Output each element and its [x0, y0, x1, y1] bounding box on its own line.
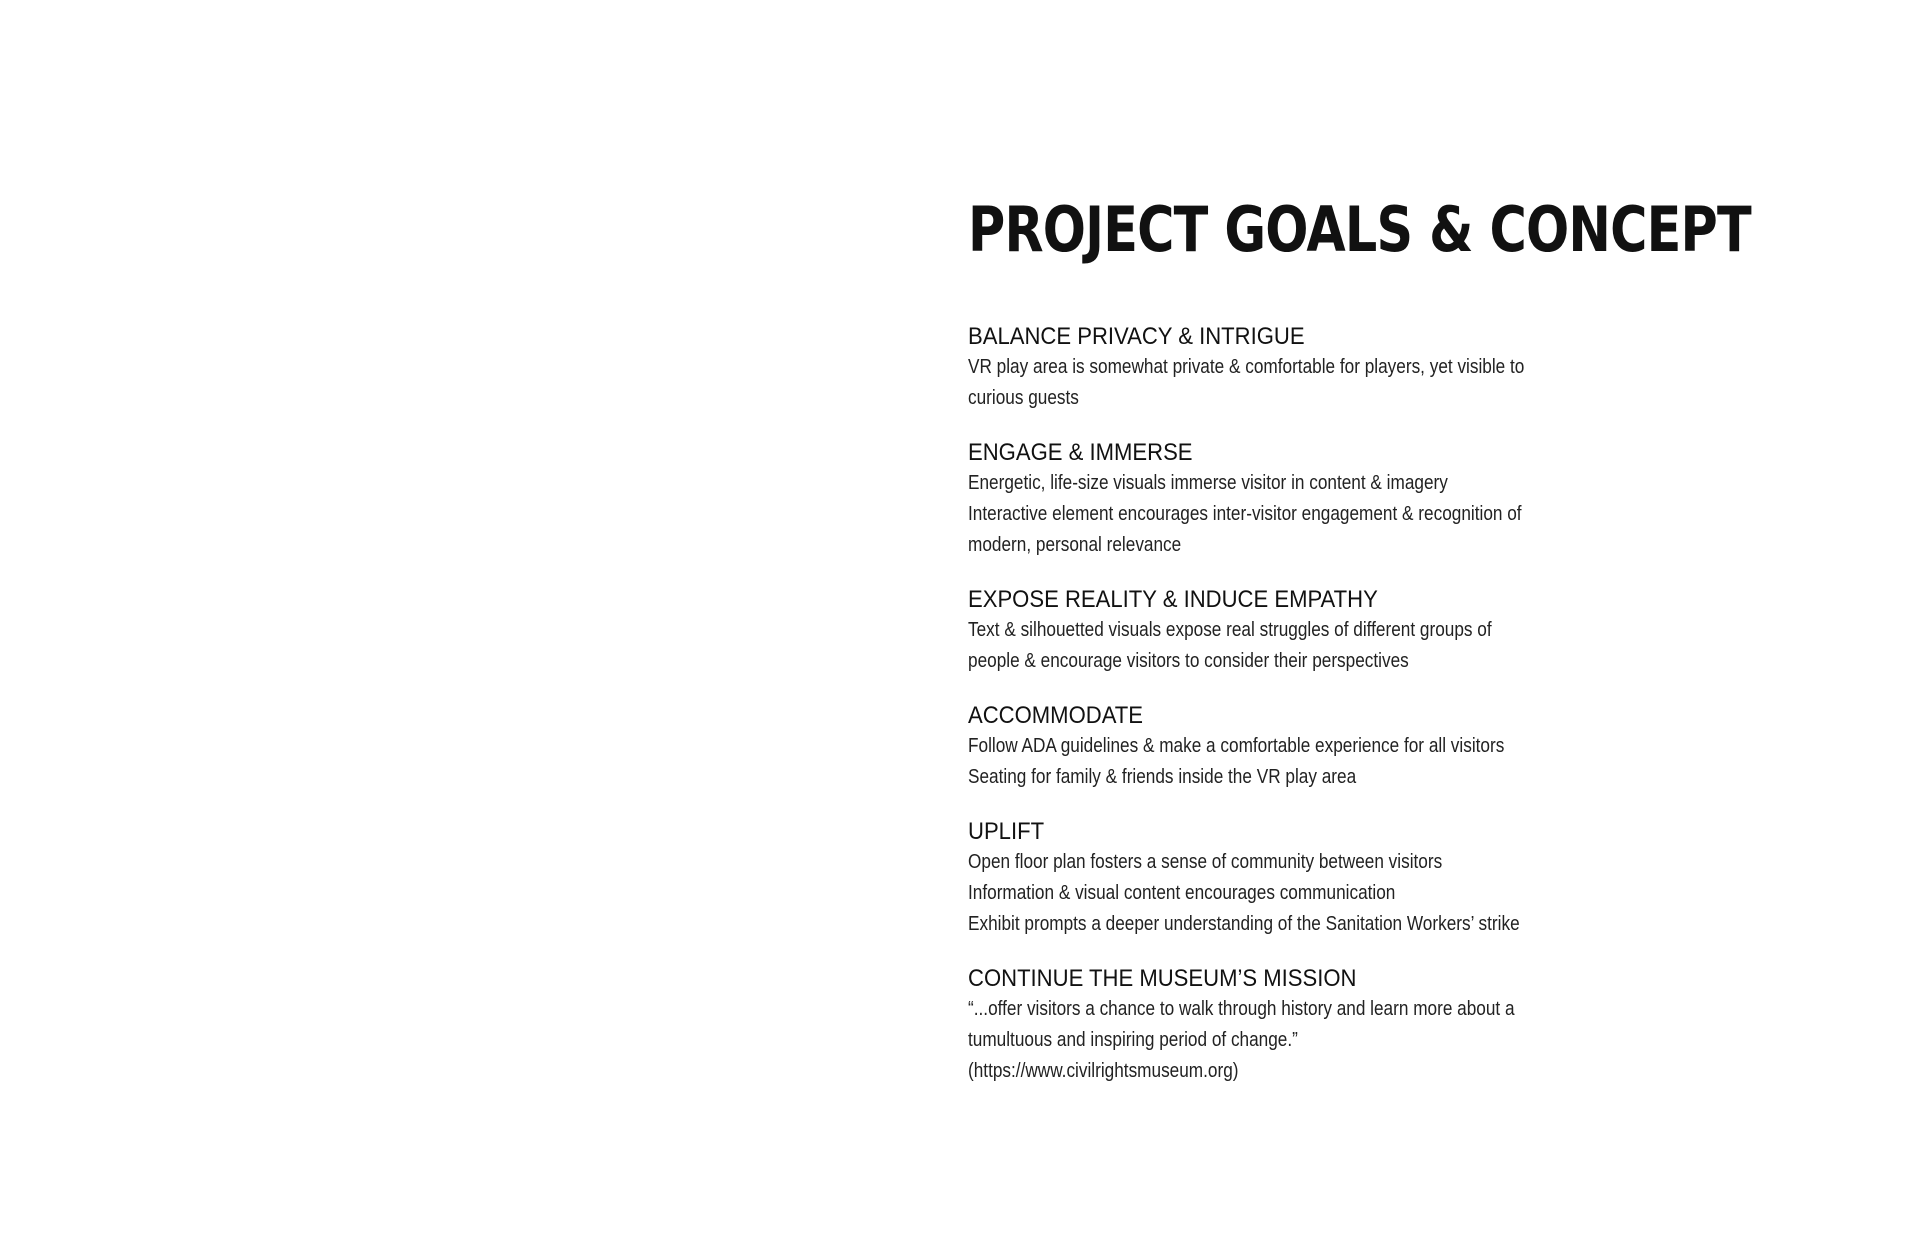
goals-list: [968, 322, 1628, 1111]
goal-text-line: curious guests: [968, 387, 1079, 409]
goal-text-line: Energetic, life-size visuals immerse visitor in content & imagery: [968, 472, 1448, 494]
goal-section-uplift: [968, 817, 1628, 940]
goal-heading: BALANCE PRIVACY & INTRIGUE: [968, 323, 1305, 350]
goal-text-line: modern, personal relevance: [968, 534, 1182, 556]
goal-section-accommodate: [968, 701, 1628, 793]
goal-text-line: Text & silhouetted visuals expose real struggles of different groups of: [968, 619, 1492, 641]
goal-text-line: Exhibit prompts a deeper understanding of the Sanitation Workers’ strike: [968, 913, 1520, 935]
goal-heading: EXPOSE REALITY & INDUCE EMPATHY: [968, 586, 1378, 613]
goal-section-museum-mission: [968, 964, 1628, 1087]
goal-text-line: Interactive element encourages inter-visitor engagement & recognition of: [968, 503, 1522, 525]
goal-text-line: Information & visual content encourages communication: [968, 882, 1396, 904]
goal-text-line: people & encourage visitors to consider their perspectives: [968, 650, 1409, 672]
goal-section-engage-immerse: [968, 438, 1628, 561]
goal-text-line: Open floor plan fosters a sense of community between visitors: [968, 851, 1443, 873]
goal-heading: ACCOMMODATE: [968, 702, 1144, 729]
goal-text-line: tumultuous and inspiring period of change.”: [968, 1029, 1298, 1051]
goal-text-line: Follow ADA guidelines & make a comfortable experience for all visitors: [968, 735, 1505, 757]
page-title: PROJECT GOALS & CONCEPT: [968, 193, 1751, 266]
goal-section-expose-reality: [968, 585, 1628, 677]
goal-text-line: Seating for family & friends inside the VR play area: [968, 766, 1357, 788]
goal-heading: ENGAGE & IMMERSE: [968, 439, 1193, 466]
goal-text-line: VR play area is somewhat private & comfortable for players, yet visible to: [968, 356, 1525, 378]
goal-text-line: “...offer visitors a chance to walk through history and learn more about a: [968, 998, 1515, 1020]
goal-heading: UPLIFT: [968, 818, 1045, 845]
goal-section-balance-privacy: [968, 322, 1628, 414]
right-page: [968, 0, 1751, 1242]
goal-heading: CONTINUE THE MUSEUM’S MISSION: [968, 965, 1357, 992]
museum-url-text: (https://www.civilrightsmuseum.org): [968, 1060, 1239, 1082]
